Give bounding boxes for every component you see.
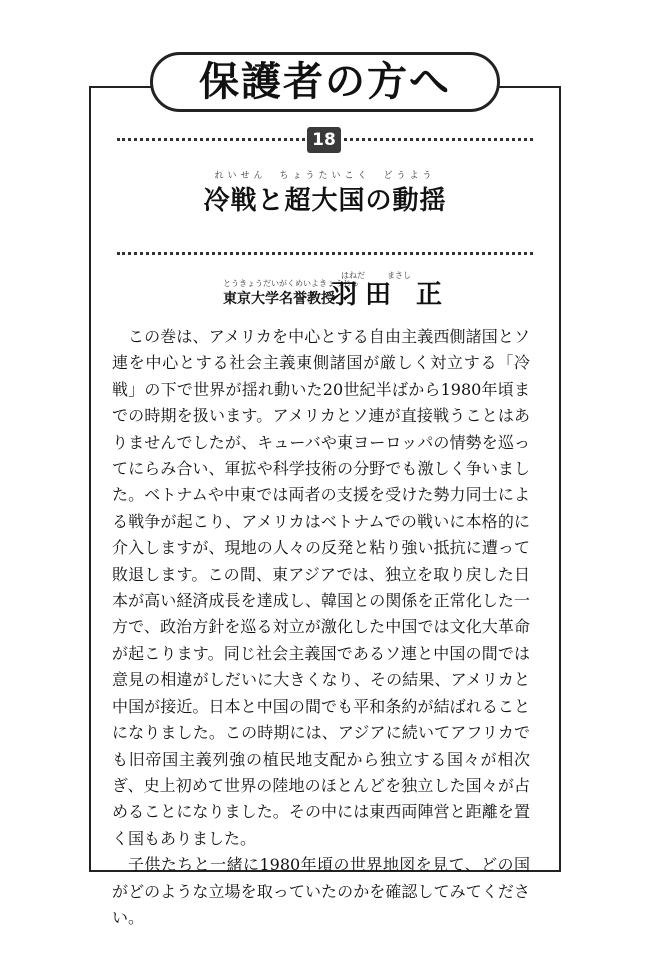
dotted-divider-bottom [117,252,533,255]
body-paragraph: 子供たちと一緒に1980年頃の世界地図を見て、どの国がどのような立場を取っていたのかを確認してみてください。 [112,855,530,927]
author-title: 東京大学名誉教授 [223,291,335,307]
article-body [112,324,530,931]
author-title-ruby: とうきょうだいがくめいよきょうじゅ [223,279,359,288]
article-title: 冷戦と超大国の動揺 [203,186,447,216]
page-title: 保護者の方へ [199,59,451,105]
article-title-ruby: れいせん ちょうたいこく どうよう [214,171,436,181]
section-number-badge: 18 [307,127,341,153]
author-name-ruby-given: まさし [387,271,411,280]
header-title-box [150,52,500,112]
body-paragraph: この巻は、アメリカを中心とする自由主義西側諸国とソ連を中心とする社会主義東側諸国が厳しく対立する「冷戦」の下で世界が揺れ動いた20世紀半ばから1980年頃までの時期を扱います。アメリカとソ連が直接戦うことはありませんでしたが、キューバや東ヨーロッパの情勢を巡ってにらみ合い、軍拡や科学技術の分野でも激しく争いました。ベトナムや中東では両者の支援を受けた勢力同士による戦争が起こり、アメリカはベトナムでの戦いに本格的に介入しますが、現地の人々の反発と粘り強い抵抗に遭って敗退します。この間、東アジアでは、独立を取り戻した日本が高い経済成長を達成し、韓国との関係を正常化した一方で、政治方針を巡る対立が激化した中国では文化大革命が起こります。同じ社会主義国であるソ連と中国の間では意見の相違がしだいに大きくなり、その結果、アメリカと中国が接近。日本と中国の間でも平和条約が結ばれることになりました。この時期には、アジアに続いてアフリカでも旧帝国主義列強の植民地支配から独立する国々が相次ぎ、史上初めて世界の陸地のほとんどを独立した国々が占めることになりました。その中には東西両陣営と距離を置く国もありました。 [112,327,530,848]
author-name: 羽田 正 [331,280,451,310]
author-name-ruby-family: はねだ [341,271,365,280]
